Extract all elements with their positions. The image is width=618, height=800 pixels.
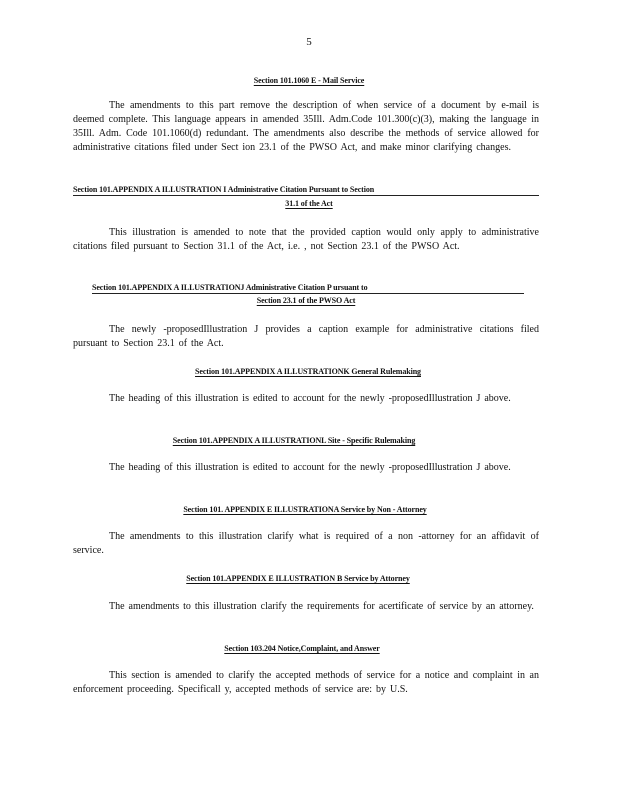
section-heading	[130, 367, 486, 376]
section-body-text: The newly -proposedIllustration J provides a caption example for administrative citations filed pursuant to Section 23.1 of the Act.	[73, 324, 539, 349]
section-body	[73, 461, 539, 475]
section-body-text: The amendments to this illustration clarify what is required of a non -attorney for an affidavit of service.	[73, 531, 539, 556]
section-body	[73, 669, 539, 697]
section-heading-text: Section 23.1 of the PWSO Act	[256, 296, 356, 305]
section-heading-continuation	[230, 296, 382, 305]
page-number: 5	[306, 36, 312, 48]
section-heading-text: 31.1 of the Act	[285, 199, 333, 208]
section-body-text: The heading of this illustration is edited to account for the newly -proposedIllustration J above.	[109, 393, 511, 404]
section-heading-continuation	[270, 199, 348, 208]
section-heading	[120, 505, 490, 514]
section-heading	[132, 574, 464, 583]
section-heading	[92, 283, 524, 294]
section-heading	[73, 185, 539, 196]
section-body-text: This section is amended to clarify the accepted methods of service for a notice and complaint in an enforcement proceeding. Specificall y, accepted methods of service are: by U.S.	[73, 670, 539, 695]
section-heading-text: Section 101.APPENDIX A ILLUSTRATIONL Site - Specific Rulemaking	[172, 436, 416, 445]
section-heading-text: Section 101.APPENDIX A ILLUSTRATIONJ Administrative Citation P ursuant to	[92, 283, 368, 292]
section-body-text: The amendments to this part remove the description of when service of a document by e-mail is deemed complete. This language appears in amended 35Ill. Adm.Code 101.300(c)(3), making the language in 35Ill. Adm. Code 101.1060(d) redundant. The amendments also describe the methods of service allowed for administrative citations filed under Sect ion 23.1 of the PWSO Act, and make minor clarifying changes.	[73, 100, 539, 153]
section-body	[73, 392, 539, 406]
section-heading-text: Section 103.204 Notice,Complaint, and Answer	[224, 644, 380, 653]
section-heading	[118, 436, 470, 445]
section-heading	[186, 644, 418, 653]
section-heading-text: Section 101.1060 E - Mail Service	[253, 76, 365, 85]
section-body-text: The amendments to this illustration clarify the requirements for acertificate of service by an attorney.	[109, 601, 534, 612]
section-body	[73, 226, 539, 254]
section-body-text: This illustration is amended to note that the provided caption would only apply to administrative citations filed pursuant to Section 31.1 of the Act, i.e. , not Section 23.1 of the PWSO Act.	[73, 227, 539, 252]
section-body	[73, 323, 539, 351]
section-heading-text: Section 101.APPENDIX E ILLUSTRATION B Service by Attorney	[186, 574, 410, 583]
section-body	[73, 530, 539, 558]
section-heading-text: Section 101.APPENDIX A ILLUSTRATION I Administrative Citation Pursuant to Section	[73, 185, 375, 194]
section-heading-text: Section 101. APPENDIX E ILLUSTRATIONA Service by Non - Attorney	[183, 505, 427, 514]
section-body-text: The heading of this illustration is edited to account for the newly -proposedIllustration J above.	[109, 462, 511, 473]
section-body	[73, 99, 539, 155]
section-heading-text: Section 101.APPENDIX A ILLUSTRATIONK General Rulemaking	[195, 367, 421, 376]
section-heading	[226, 76, 392, 85]
section-body	[73, 600, 539, 614]
